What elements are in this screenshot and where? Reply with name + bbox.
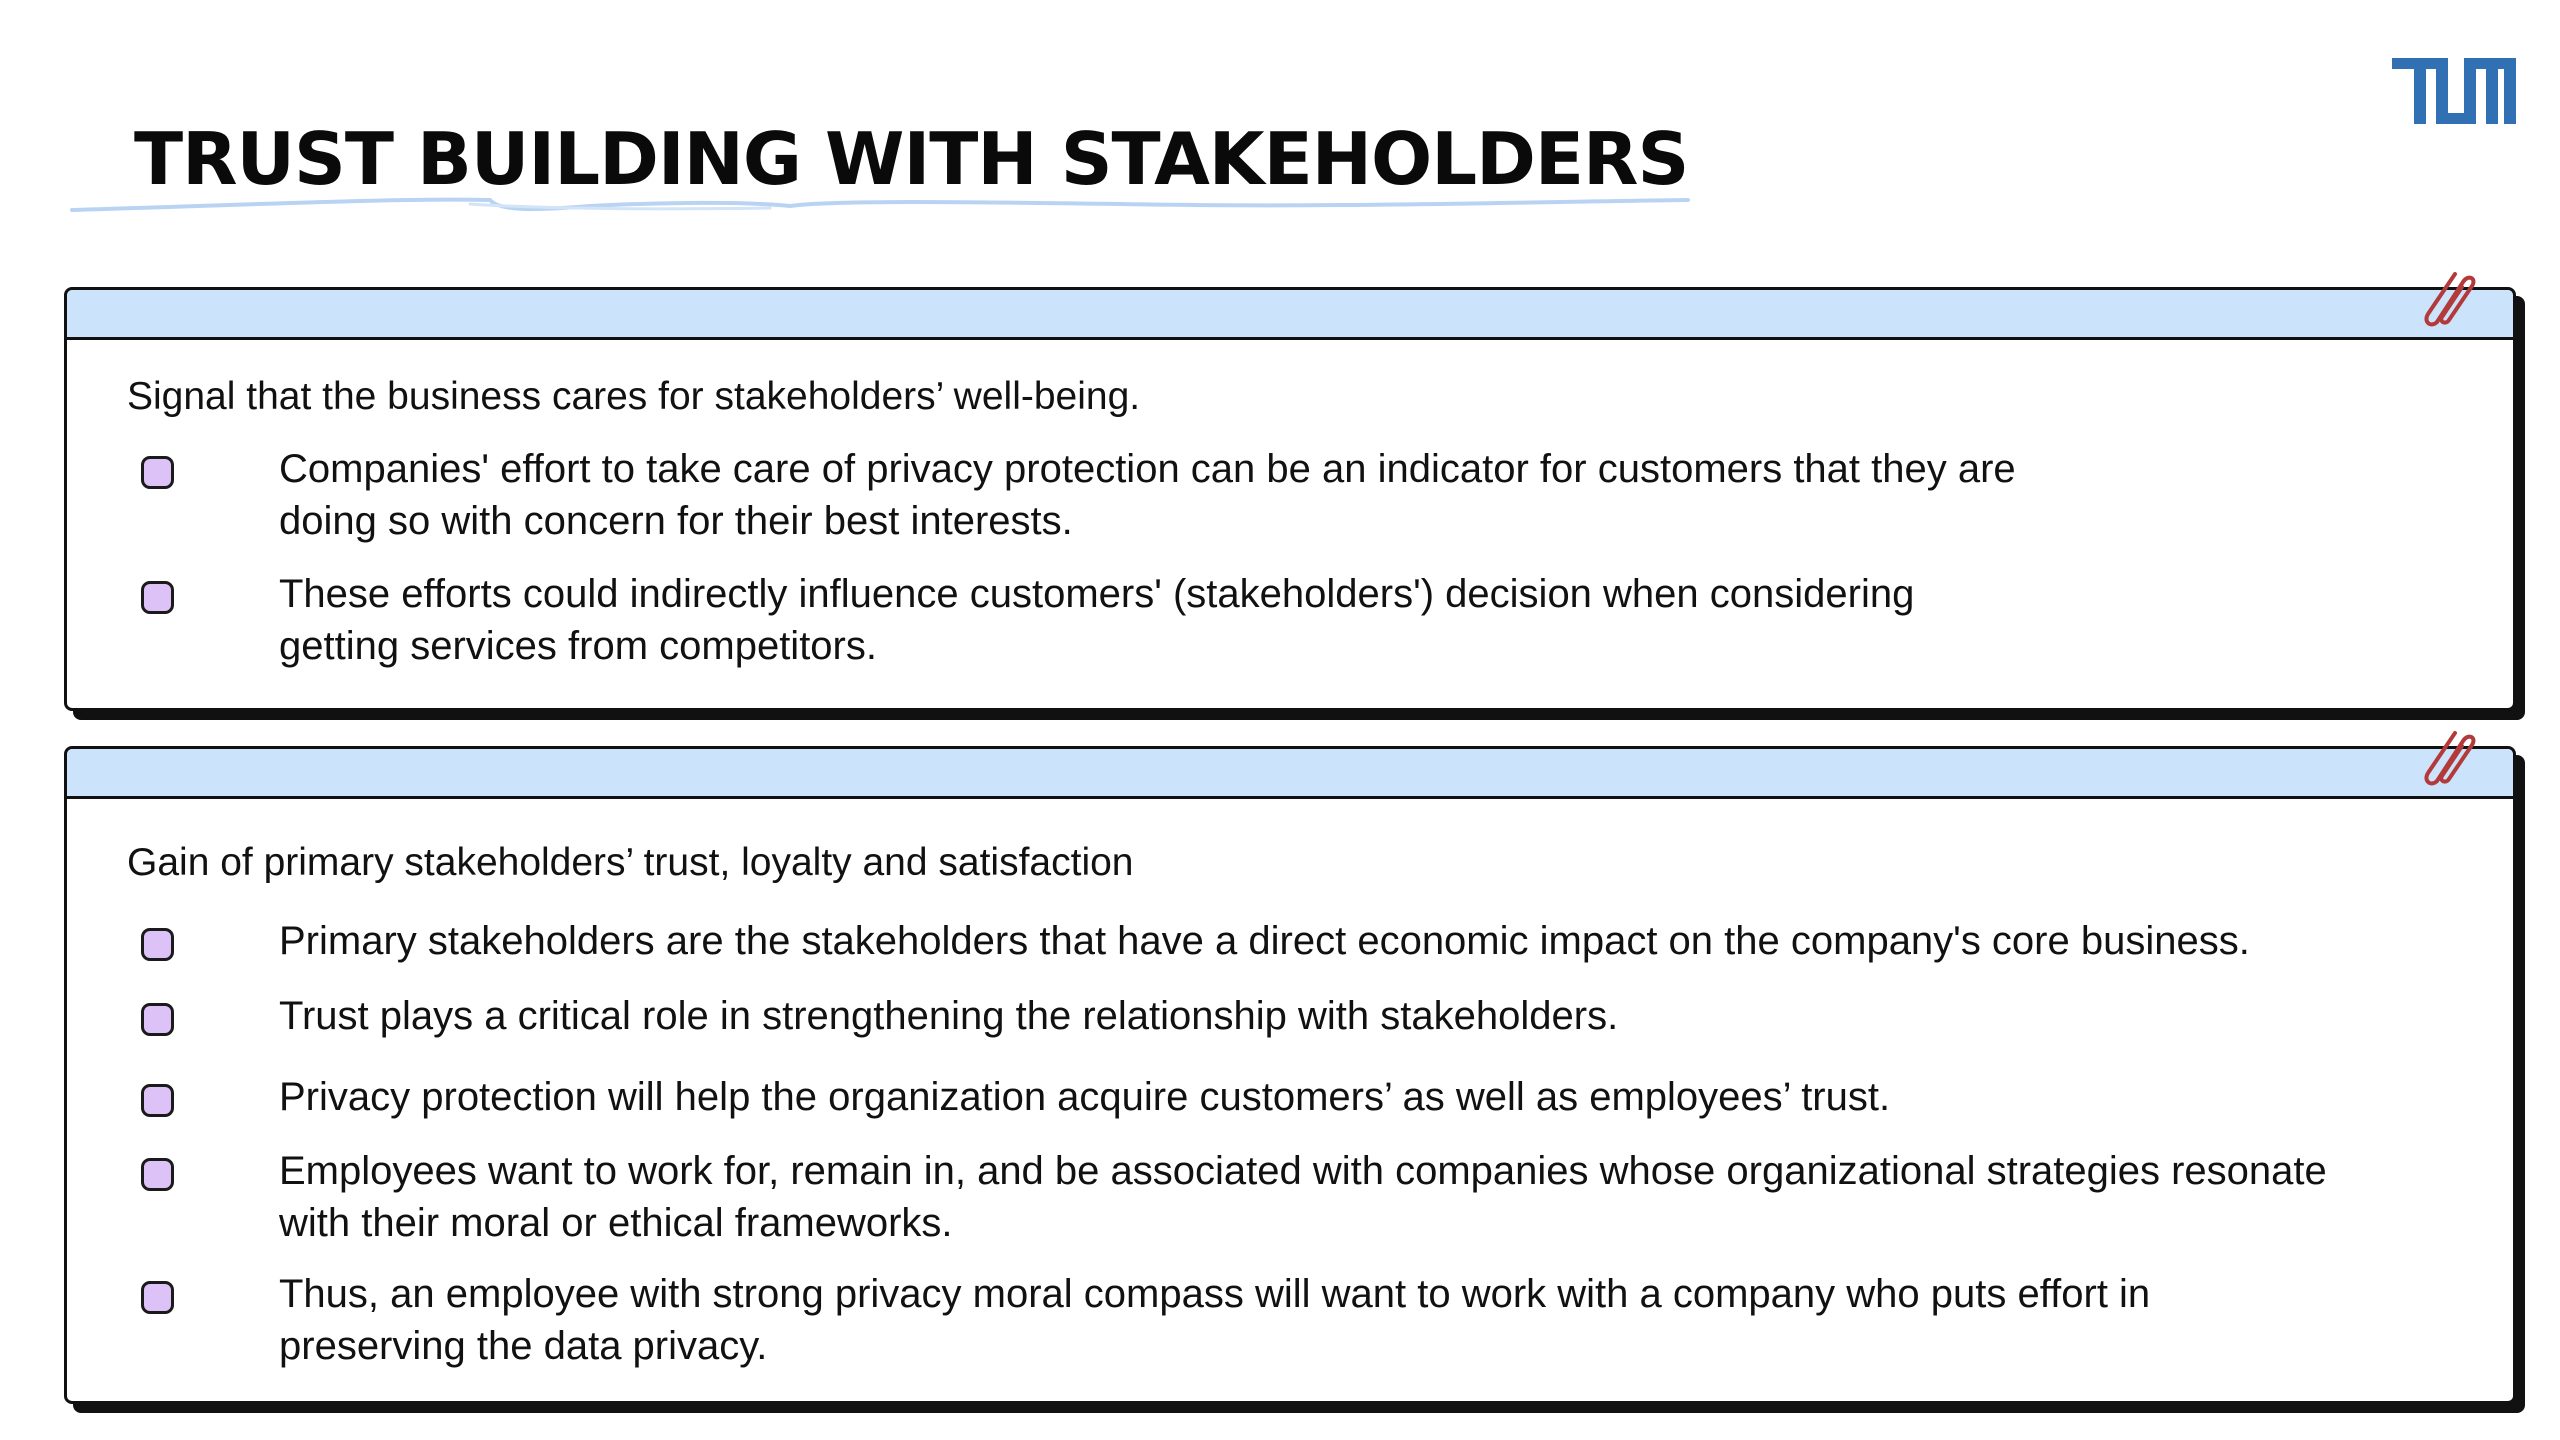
list-item-line: getting services from competitors. xyxy=(279,624,877,668)
list-item-text xyxy=(279,1268,2560,1372)
card-header-bar xyxy=(67,290,2513,340)
checkbox-icon xyxy=(141,1084,174,1117)
list-item-line: Primary stakeholders are the stakeholders that have a direct economic impact on the company's core business. xyxy=(279,919,2250,963)
checkbox-icon xyxy=(141,581,174,614)
tum-logo-icon xyxy=(2392,58,2516,124)
card-well-being xyxy=(64,287,2516,711)
card-primary-stakeholders xyxy=(64,746,2516,1404)
checkbox-icon xyxy=(141,1158,174,1191)
checkbox-icon xyxy=(141,1281,174,1314)
checkbox-icon xyxy=(141,1003,174,1036)
list-item-text xyxy=(279,1145,2560,1249)
list-item-text xyxy=(279,915,2560,967)
card-heading: Signal that the business cares for stakeholders’ well-being. xyxy=(127,375,1141,418)
paperclip-icon xyxy=(2419,727,2479,789)
paperclip-icon xyxy=(2419,268,2479,330)
list-item-line: Thus, an employee with strong privacy moral compass will want to work with a company who puts effort in xyxy=(279,1272,2151,1316)
list-item-line: preserving the data privacy. xyxy=(279,1324,768,1368)
checkbox-icon xyxy=(141,456,174,489)
list-item-line: Employees want to work for, remain in, and be associated with companies whose organizational strategies resonate xyxy=(279,1149,2327,1193)
list-item-text xyxy=(279,443,2560,547)
list-item-text xyxy=(279,990,2560,1042)
list-item-text xyxy=(279,568,2560,672)
list-item-text xyxy=(279,1071,2560,1123)
title-underline-decoration xyxy=(70,190,1690,220)
list-item-line: with their moral or ethical frameworks. xyxy=(279,1201,953,1245)
list-item-line: Companies' effort to take care of privacy protection can be an indicator for customers that they are xyxy=(279,447,2016,491)
card-heading: Gain of primary stakeholders’ trust, loyalty and satisfaction xyxy=(127,841,1134,884)
list-item-line: These efforts could indirectly influence customers' (stakeholders') decision when considering xyxy=(279,572,1915,616)
checkbox-icon xyxy=(141,928,174,961)
list-item-line: doing so with concern for their best interests. xyxy=(279,499,1073,543)
slide-title: TRUST BUILDING WITH STAKEHOLDERS xyxy=(134,117,1689,201)
list-item-line: Trust plays a critical role in strengthening the relationship with stakeholders. xyxy=(279,994,1619,1038)
list-item-line: Privacy protection will help the organization acquire customers’ as well as employees’ trust. xyxy=(279,1075,1891,1119)
card-header-bar xyxy=(67,749,2513,799)
